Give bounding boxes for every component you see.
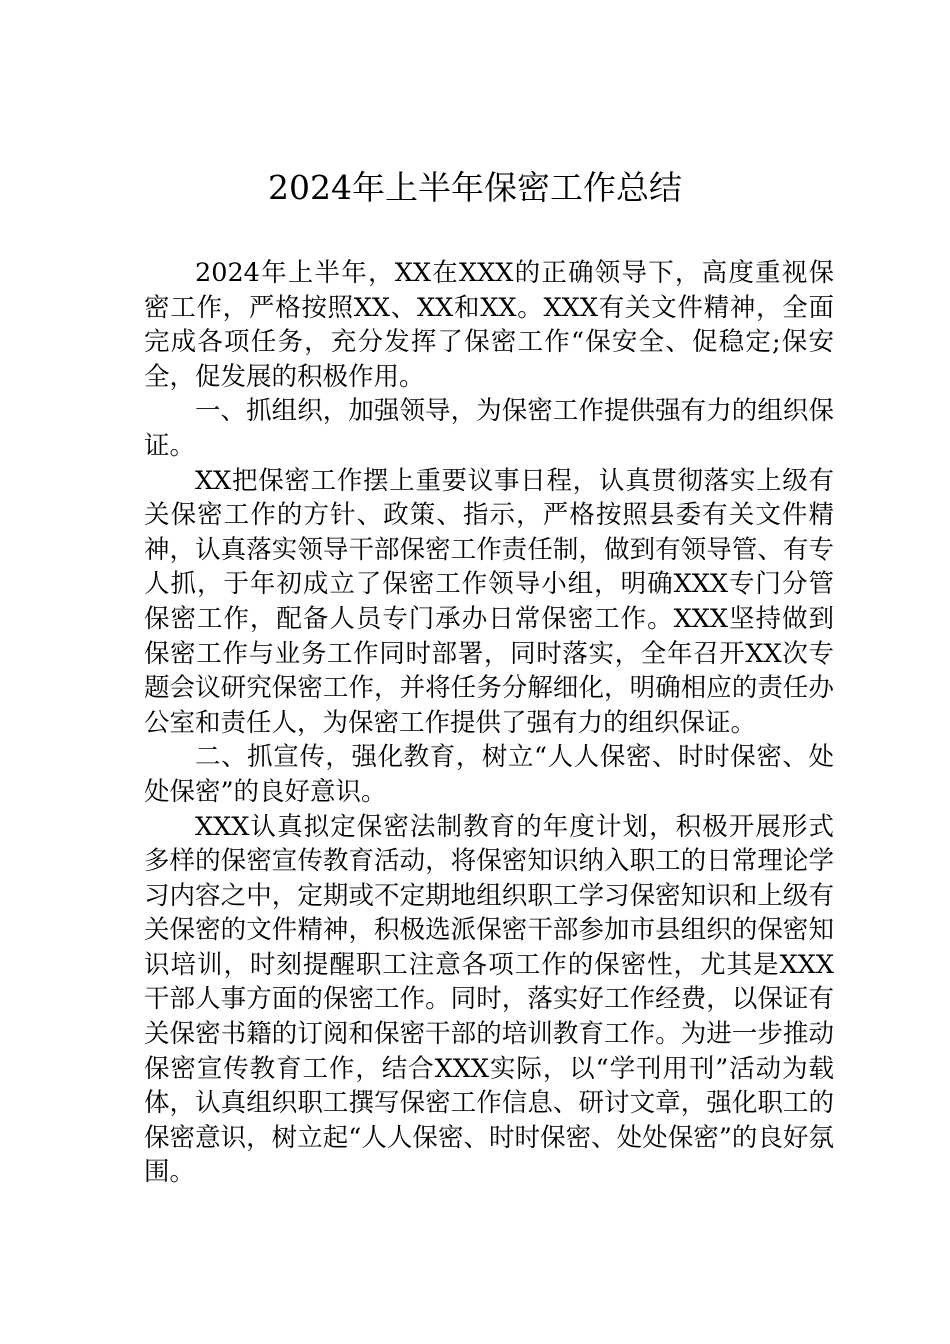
section-heading-2: 二、抓宣传，强化教育，树立“人人保密、时时保密、处处保密”的良好意识。 bbox=[144, 742, 834, 807]
section-heading-1: 一、抓组织，加强领导，为保密工作提供强有力的组织保证。 bbox=[144, 396, 834, 461]
document-body bbox=[144, 256, 834, 1190]
intro-paragraph: 2024年上半年，XX在XXX的正确领导下，高度重视保密工作，严格按照XX、XX和XX。XXX有关文件精神，全面完成各项任务，充分发挥了保密工作“保安全、促稳定;保安全，促发展的积极作用。 bbox=[144, 258, 834, 392]
section-paragraph-2: XXX认真拟定保密法制教育的年度计划，积极开展形式多样的保密宣传教育活动，将保密知识纳入职工的日常理论学习内容之中，定期或不定期地组织职工学习保密知识和上级有关保密的文件精神，积极选派保密干部参加市县组织的保密知识培训，时刻提醒职工注意各项工作的保密性，尤其是XXX干部人事方面的保密工作。同时，落实好工作经费，以保证有关保密书籍的订阅和保密干部的培训教育工作。为进一步推动保密宣传教育工作，结合XXX实际，以“学刊用刊”活动为载体，认真组织职工撰写保密工作信息、研讨文章，强化职工的保密意识，树立起“人人保密、时时保密、处处保密”的良好氛围。 bbox=[144, 811, 834, 1188]
section-paragraph-1: XX把保密工作摆上重要议事日程，认真贯彻落实上级有关保密工作的方针、政策、指示，严格按照县委有关文件精神，认真落实领导干部保密工作责任制，做到有领导管、有专人抓，于年初成立了保密工作领导小组，明确XXX专门分管保密工作，配备人员专门承办日常保密工作。XXX坚持做到保密工作与业务工作同时部署，同时落实，全年召开XX次专题会议研究保密工作，并将任务分解细化，明确相应的责任办公室和责任人，为保密工作提供了强有力的组织保证。 bbox=[144, 465, 834, 738]
document-title: 2024年上半年保密工作总结 bbox=[268, 168, 682, 207]
